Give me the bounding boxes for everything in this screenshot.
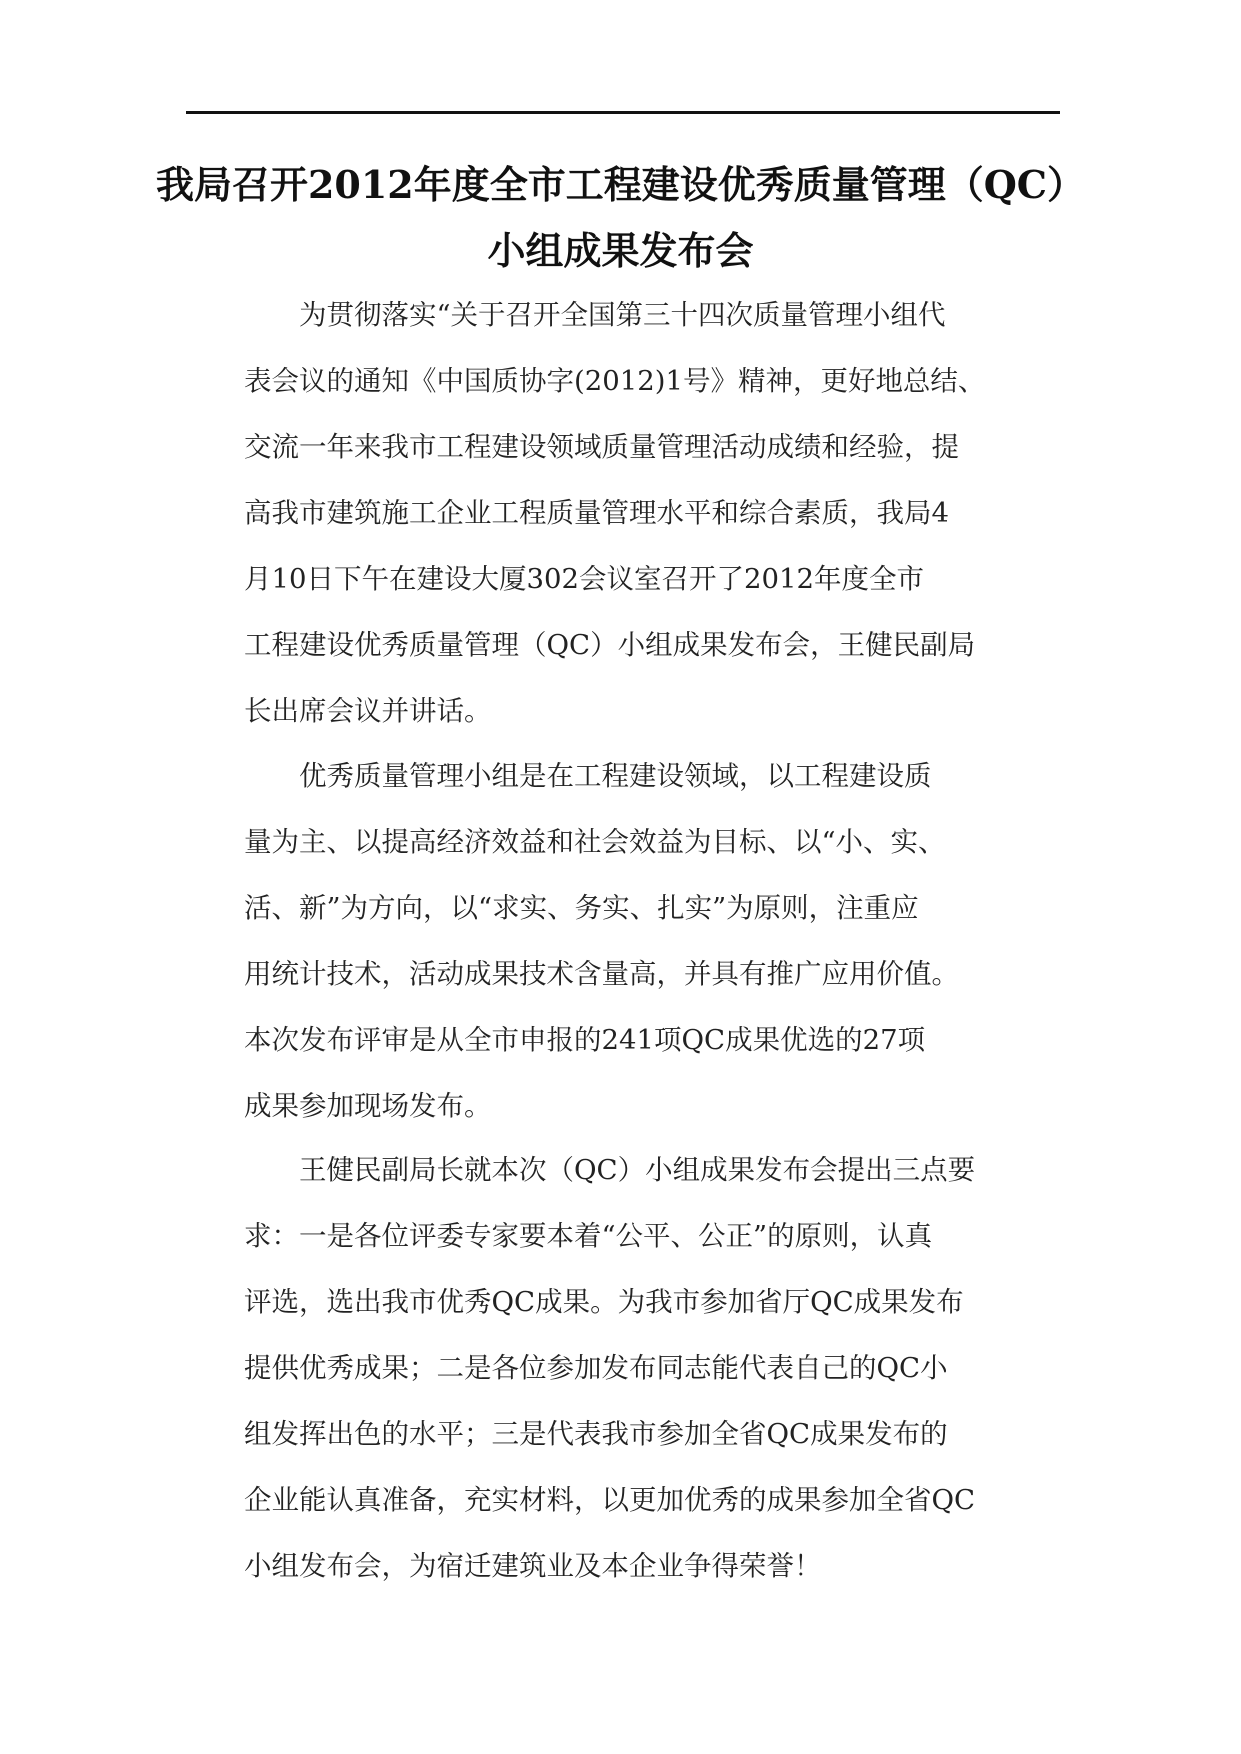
text-line: 交流一年来我市工程建设领域质量管理活动成绩和经验，提: [244, 431, 959, 463]
text-line: 提供优秀成果；二是各位参加发布同志能代表自己的QC小: [244, 1352, 948, 1384]
text-line: 工程建设优秀质量管理（QC）小组成果发布会，王健民副局: [244, 629, 976, 661]
text-line: 活、新”为方向，以“求实、务实、扎实”为原则，注重应: [244, 892, 919, 924]
text-line: 月10日下午在建设大厦302会议室召开了2012年度全市: [244, 563, 924, 595]
document-title: [150, 152, 1091, 284]
text-line: 用统计技术，活动成果技术含量高，并具有推广应用价值。: [244, 958, 959, 990]
text-line: 企业能认真准备，充实材料，以更加优秀的成果参加全省QC: [244, 1484, 976, 1516]
text-line: 组发挥出色的水平；三是代表我市参加全省QC成果发布的: [244, 1418, 948, 1450]
body-paragraph-2: [244, 743, 1004, 1139]
text-line: 优秀质量管理小组是在工程建设领域，以工程建设质: [244, 760, 932, 792]
header-rule: [186, 111, 1060, 114]
title-line: 小组成果发布会: [487, 228, 754, 273]
text-line: 小组发布会，为宿迁建筑业及本企业争得荣誉！: [244, 1550, 822, 1582]
body-paragraph-1: [244, 282, 1004, 744]
text-line: 表会议的通知《中国质协字(2012)1号》精神，更好地总结、: [244, 365, 986, 397]
text-line: 王健民副局长就本次（QC）小组成果发布会提出三点要: [244, 1154, 976, 1186]
text-line: 高我市建筑施工企业工程质量管理水平和综合素质，我局4: [244, 497, 949, 529]
text-line: 为贯彻落实“关于召开全国第三十四次质量管理小组代: [244, 299, 946, 331]
text-line: 成果参加现场发布。: [244, 1090, 492, 1122]
text-line: 求：一是各位评委专家要本着“公平、公正”的原则，认真: [244, 1220, 933, 1252]
body-paragraph-3: [244, 1137, 1004, 1599]
text-line: 量为主、以提高经济效益和社会效益为目标、以“小、实、: [244, 826, 946, 858]
title-line: 我局召开2012年度全市工程建设优秀质量管理（QC）: [155, 162, 1086, 207]
text-line: 本次发布评审是从全市申报的241项QC成果优选的27项: [244, 1024, 926, 1056]
text-line: 评选，选出我市优秀QC成果。为我市参加省厅QC成果发布: [244, 1286, 964, 1318]
text-line: 长出席会议并讲话。: [244, 695, 492, 727]
